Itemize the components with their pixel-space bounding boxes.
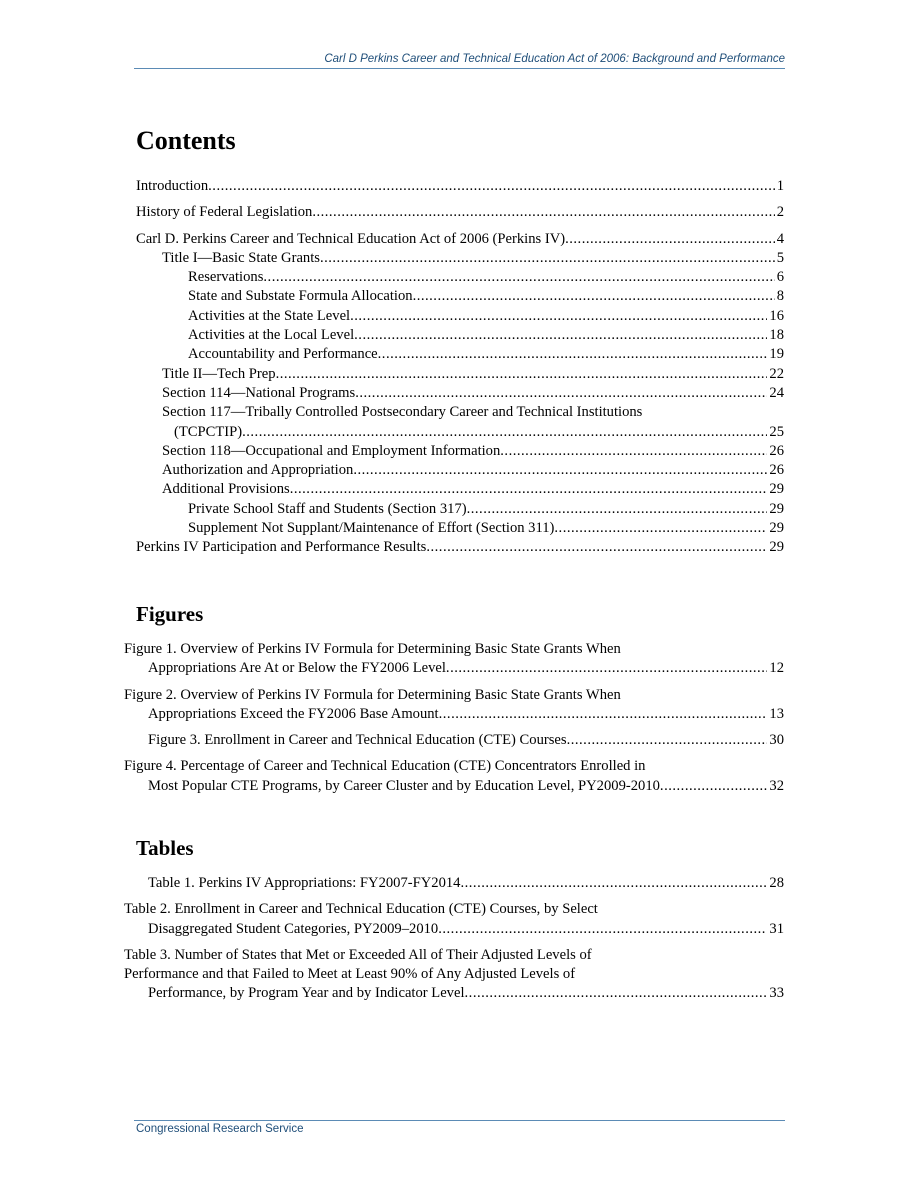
dot-leader (378, 345, 768, 364)
dot-leader (290, 480, 768, 499)
toc-entry-page-number: 22 (769, 365, 784, 382)
dot-leader (276, 365, 768, 384)
toc-entry-page-number: 33 (769, 985, 784, 1002)
toc-entry[interactable] (124, 686, 784, 725)
toc-entry-page-number: 2 (776, 204, 784, 221)
toc-entry[interactable] (136, 874, 784, 893)
dot-leader (465, 984, 768, 1003)
toc-entry-line (136, 177, 784, 196)
toc-entry-page-number: 29 (769, 539, 784, 556)
toc-entry-page-number: 24 (769, 384, 784, 401)
dot-leader (355, 384, 767, 403)
toc-entry-line (188, 287, 784, 306)
toc-entry-text-line: Figure 1. Overview of Perkins IV Formula for Determining Basic State Grants When (124, 641, 621, 657)
toc-entry[interactable] (136, 442, 784, 461)
toc-entry[interactable] (136, 307, 784, 326)
dot-leader (263, 268, 774, 287)
toc-entry-title: Performance, by Program Year and by Indicator Level (148, 985, 465, 1002)
toc-entry[interactable] (136, 249, 784, 268)
toc-entry-page-number: 12 (769, 660, 784, 677)
toc-entry-page-number: 29 (769, 481, 784, 498)
toc-entry-title: Activities at the Local Level (188, 327, 355, 344)
toc-entry-title: Disaggregated Student Categories, PY2009–2010 (148, 920, 439, 937)
toc-entry-title: Title II—Tech Prep (162, 365, 276, 382)
toc-entry-title: Supplement Not Supplant/Maintenance of Effort (Section 311) (188, 520, 555, 537)
toc-entry[interactable] (136, 480, 784, 499)
toc-entry[interactable] (136, 230, 784, 249)
toc-entry-line (162, 461, 784, 480)
toc-entry-page-number: 28 (769, 875, 784, 891)
toc-entry-line (136, 731, 784, 750)
dot-leader (567, 731, 768, 750)
dot-leader (554, 519, 767, 538)
toc-entry[interactable] (136, 345, 784, 364)
running-footer: Congressional Research Service (136, 1123, 304, 1135)
toc-entry-title: Authorization and Appropriation (162, 462, 354, 479)
toc-entry-line (136, 659, 784, 678)
toc-entry-text-line: Section 117—Tribally Controlled Postsecondary Career and Technical Institutions (162, 404, 643, 421)
toc-entry-line (162, 480, 784, 499)
dot-leader (500, 442, 767, 461)
toc-entry[interactable] (124, 640, 784, 679)
tables-heading: Tables (136, 836, 194, 860)
toc-entry-line (136, 230, 784, 249)
toc-entry-line (162, 249, 784, 268)
toc-entry-page-number: 8 (776, 288, 784, 305)
dot-leader (353, 461, 767, 480)
toc-entry-title: Accountability and Performance (188, 346, 378, 363)
toc-entry-page-number: 16 (769, 307, 784, 324)
dot-leader (446, 659, 767, 678)
toc-entry[interactable] (136, 203, 784, 222)
toc-entry-page-number: 29 (769, 500, 784, 517)
dot-leader (242, 423, 767, 442)
toc-entry-line (136, 777, 784, 796)
toc-entry-line (136, 203, 784, 222)
toc-entry[interactable] (136, 538, 784, 557)
toc-entry-title: Appropriations Exceed the FY2006 Base Amount (148, 705, 439, 722)
toc-entry-line (162, 384, 784, 403)
dot-leader (413, 287, 775, 306)
toc-entry-line (188, 268, 784, 287)
toc-entry-title: Perkins IV Participation and Performance Results (136, 539, 427, 556)
dot-leader (320, 249, 775, 268)
toc-entry-line (188, 307, 784, 326)
header-rule (134, 68, 785, 69)
dot-leader (467, 500, 768, 519)
toc-entry-page-number: 13 (769, 705, 784, 722)
toc-entry-title: Carl D. Perkins Career and Technical Education Act of 2006 (Perkins IV) (136, 230, 566, 247)
toc-entry-title: Additional Provisions (162, 481, 290, 498)
toc-entry-title: Section 118—Occupational and Employment Information (162, 442, 501, 459)
running-header: Carl D Perkins Career and Technical Education Act of 2006: Background and Performance (324, 53, 785, 65)
toc-entry[interactable] (136, 500, 784, 519)
figures-list (124, 640, 784, 796)
dot-leader (354, 326, 767, 345)
toc-entry[interactable] (124, 757, 784, 796)
toc-entry-line (188, 519, 784, 538)
toc-entry-title: Appropriations Are At or Below the FY2006 Level (148, 660, 446, 677)
toc-entry[interactable] (136, 268, 784, 287)
toc-entry[interactable] (136, 365, 784, 384)
dot-leader (312, 203, 774, 222)
figures-heading: Figures (136, 602, 204, 626)
toc-entry[interactable] (136, 326, 784, 345)
toc-entry-title: Section 114—National Programs (162, 384, 356, 401)
toc-entry-line (188, 500, 784, 519)
dot-leader (350, 307, 767, 326)
toc-entry[interactable] (136, 177, 784, 196)
toc-entry-page-number: 29 (769, 520, 784, 537)
toc-entry-title: Figure 3. Enrollment in Career and Technical Education (CTE) Courses (148, 732, 567, 749)
dot-leader (660, 777, 767, 796)
toc-entry-text-line: Table 3. Number of States that Met or Exceeded All of Their Adjusted Levels of (124, 946, 592, 963)
toc-entry-title: Private School Staff and Students (Section 317) (188, 500, 467, 517)
toc-entry-text-line: Performance and that Failed to Meet at Least 90% of Any Adjusted Levels of (124, 966, 576, 983)
dot-leader (438, 920, 767, 939)
toc-entry-line (136, 874, 784, 893)
toc-entry[interactable] (136, 384, 784, 403)
tables-list (124, 874, 784, 1004)
contents-heading: Contents (136, 126, 236, 155)
toc-entry-text-line: Figure 2. Overview of Perkins IV Formula for Determining Basic State Grants When (124, 686, 621, 703)
toc-entry-line (136, 705, 784, 724)
dot-leader (439, 705, 768, 724)
toc-entry-title: (TCPCTIP) (174, 423, 243, 440)
footer-rule (134, 1120, 785, 1121)
toc-entry-line (162, 442, 784, 461)
toc-entry[interactable] (136, 519, 784, 538)
toc-entry-page-number: 31 (769, 920, 784, 937)
toc-entry-line (162, 365, 784, 384)
toc-entry-page-number: 25 (769, 423, 784, 440)
toc-entry-title: Activities at the State Level (188, 307, 351, 324)
toc-entry-line (136, 984, 784, 1003)
toc-entry-page-number: 26 (769, 462, 784, 479)
toc-entry-page-number: 4 (776, 230, 784, 247)
dot-leader (426, 538, 767, 557)
toc-entry-page-number: 5 (776, 249, 784, 266)
toc-entry-page-number: 19 (769, 346, 784, 363)
toc-entry-line (188, 345, 784, 364)
toc-entry[interactable] (136, 287, 784, 306)
toc-entry-page-number: 1 (776, 178, 784, 194)
dot-leader (208, 177, 775, 196)
toc-entry-title: Most Popular CTE Programs, by Career Cluster and by Education Level, PY2009-2010 (148, 777, 660, 794)
toc-entry[interactable] (136, 403, 784, 442)
toc-entry-page-number: 32 (769, 777, 784, 794)
toc-entry[interactable] (124, 946, 784, 1004)
toc-entry-text-line: Table 2. Enrollment in Career and Technical Education (CTE) Courses, by Select (124, 901, 598, 918)
toc-entry-title: History of Federal Legislation (136, 204, 313, 221)
toc-entry-title: Table 1. Perkins IV Appropriations: FY2007-FY2014 (148, 875, 461, 891)
toc-entry-title: Reservations (188, 269, 264, 286)
toc-entry-text-line: Figure 4. Percentage of Career and Technical Education (CTE) Concentrators Enrolled in (124, 758, 646, 775)
toc-entry-line (136, 920, 784, 939)
toc-entry-page-number: 18 (769, 327, 784, 344)
toc-entry-page-number: 26 (769, 442, 784, 459)
toc-entry-page-number: 30 (769, 732, 784, 749)
contents-list (136, 177, 784, 558)
toc-entry[interactable] (124, 900, 784, 939)
toc-entry-line (136, 538, 784, 557)
dot-leader (460, 874, 767, 893)
toc-entry-line (162, 423, 784, 442)
toc-entry-title: Introduction (136, 178, 209, 194)
toc-entry-line (188, 326, 784, 345)
toc-entry-title: Title I—Basic State Grants (162, 249, 320, 266)
toc-entry-page-number: 6 (776, 269, 784, 286)
dot-leader (565, 230, 775, 249)
toc-entry[interactable] (136, 731, 784, 750)
toc-entry[interactable] (136, 461, 784, 480)
toc-entry-title: State and Substate Formula Allocation (188, 288, 413, 305)
